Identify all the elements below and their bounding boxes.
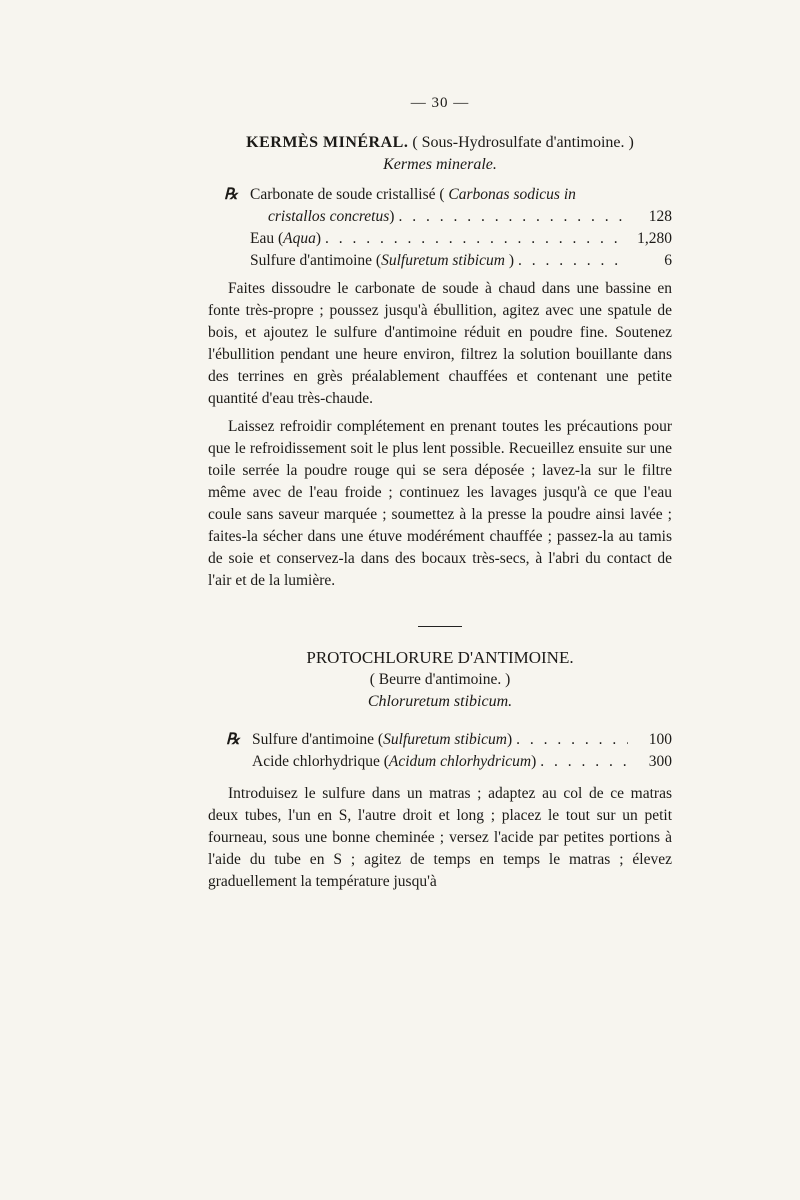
section-protochlorure — [208, 647, 672, 893]
latin-name: Chloruretum stibicum. — [367, 693, 513, 710]
section-title — [208, 132, 672, 154]
ingredient-line — [208, 729, 672, 751]
ingredient-line — [208, 250, 672, 272]
ingredient-line — [208, 228, 672, 250]
paragraph: Faites dissoudre le carbonate de soude à chaud dans une bassine en fonte très-propre ; poussez jusqu'à ébullition, agitez avec une spatule de bois, et ajoutez le sulfure d'antimoine réduit en poudre fine. Soutenez l'ébullition pendant une heure environ, filtrez la solution bouillante dans des terrines en grès préalablement chauffées et contenant une petite quantité d'eau très-chaude. — [208, 280, 672, 407]
alt-name: ( Beurre d'antimoine. ) — [369, 671, 511, 688]
recipe-symbol: ℞ — [224, 186, 238, 203]
ingredient-qty: 300 — [648, 753, 672, 770]
ingredient-qty: 1,280 — [637, 230, 672, 247]
section-divider — [418, 626, 462, 627]
section-kermes — [208, 132, 672, 592]
ingredient-name: Sulfure d'antimoine (Sulfuretum stibicum) — [252, 731, 513, 748]
ingredient-line — [208, 751, 672, 773]
section-title: PROTOCHLORURE D'ANTIMOINE. — [306, 648, 574, 667]
ingredient-name: Carbonate de soude cristallisé ( Carbonas sodicus in — [250, 186, 576, 203]
latin-name: Kermes minerale. — [383, 156, 497, 173]
recipe-symbol: ℞ — [226, 731, 240, 748]
book-page — [208, 92, 672, 893]
ingredient-line — [208, 184, 672, 206]
paragraph: Introduisez le sulfure dans un matras ; adaptez au col de ce matras deux tubes, l'un en S, l'autre droit et long ; placez le tout sur un petit fourneau, sous une bonne cheminée ; versez l'acide par petites portions à l'aide du tube en S ; agitez de temps en temps le matras ; élevez graduellement la température jusqu'à — [208, 785, 672, 890]
title-main: KERMÈS MINÉRAL. — [246, 134, 409, 151]
title-paren: ( Sous-Hydrosulfate d'antimoine. ) — [408, 134, 634, 151]
ingredient-qty: 100 — [648, 731, 672, 748]
page-number: — 30 — — [410, 95, 470, 111]
ingredient-name: Acide chlorhydrique (Acidum chlorhydricum) — [252, 753, 537, 770]
ingredient-qty: 6 — [664, 252, 672, 269]
ingredient-qty: 128 — [648, 208, 672, 225]
ingredient-name: Eau (Aqua) — [250, 230, 322, 247]
ingredient-name: cristallos concretus) — [268, 208, 395, 225]
ingredient-line — [208, 206, 672, 228]
ingredient-name: Sulfure d'antimoine (Sulfuretum stibicum ) — [250, 252, 514, 269]
paragraph: Laissez refroidir complétement en prenant toutes les précautions pour que le refroidissement soit le plus lent possible. Recueillez ensuite sur une toile serrée la poudre rouge qui se sera déposée ; lavez-la sur le filtre même avec de l'eau froide ; continuez les lavages jusqu'à ce que l'eau coule sans saveur marquée ; soumettez à la presse la poudre ainsi lavée ; faites-la sécher dans une étuve modérément chauffée ; passez-la au tamis de soie et conservez-la dans des bocaux très-secs, à l'abri du contact de l'air et de la lumière. — [208, 418, 672, 589]
